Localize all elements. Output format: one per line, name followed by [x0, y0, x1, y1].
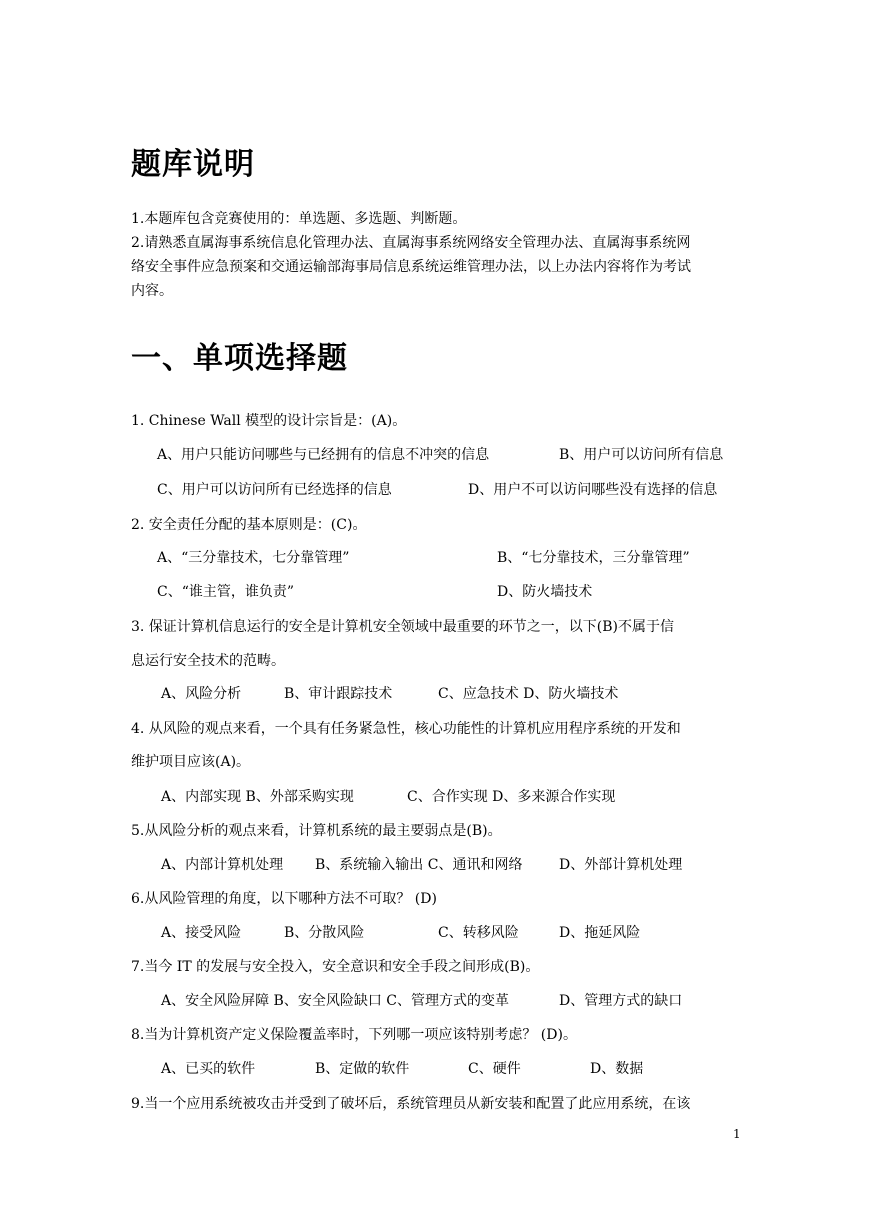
question-1-stem: 1. Chinese Wall 模型的设计宗旨是：(A)。 [131, 413, 407, 429]
intro-line: 络安全事件应急预案和交通运输部海事局信息系统运维管理办法，以上办法内容将作为考试 [131, 259, 691, 275]
question-4-option-ab: A、内部实现 B、外部采购实现 [161, 789, 354, 805]
question-6-option-b: B、分散风险 [284, 925, 365, 941]
question-6-option-d: D、拖延风险 [559, 925, 641, 941]
question-1-option-c: C、用户可以访问所有已经选择的信息 [157, 482, 392, 498]
question-3-stem: 3. 保证计算机信息运行的安全是计算机安全领域中最重要的环节之一，以下(B)不属于信 [131, 619, 675, 635]
question-8-option-b: B、定做的软件 [315, 1061, 410, 1077]
question-5-option-bc: B、系统输入输出 C、通讯和网络 [315, 857, 523, 873]
question-7-stem: 7.当今 IT 的发展与安全投入，安全意识和安全手段之间形成(B)。 [131, 959, 540, 975]
question-6-option-c: C、转移风险 [438, 925, 519, 941]
question-2-option-d: D、防火墙技术 [497, 584, 593, 600]
question-3-option-b: B、审计跟踪技术 [284, 686, 393, 702]
intro-line: 内容。 [131, 283, 173, 299]
intro-line: 1.本题库包含竞赛使用的：单选题、多选题、判断题。 [131, 211, 467, 227]
question-1-option-d: D、用户不可以访问哪些没有选择的信息 [468, 482, 718, 498]
question-3-stem-continued: 息运行安全技术的范畴。 [131, 653, 285, 669]
question-6-stem: 6.从风险管理的角度，以下哪种方法不可取？ (D) [131, 891, 437, 907]
question-8-option-d: D、数据 [590, 1061, 644, 1077]
question-3-option-a: A、风险分析 [161, 686, 242, 702]
question-8-stem: 8.当为计算机资产定义保险覆盖率时，下列哪一项应该特别考虑？ (D)。 [131, 1027, 577, 1043]
question-3-option-cd: C、应急技术 D、防火墙技术 [438, 686, 619, 702]
question-1-option-a: A、用户只能访问哪些与已经拥有的信息不冲突的信息 [157, 447, 490, 463]
question-7-option-d: D、管理方式的缺口 [559, 993, 683, 1009]
question-2-stem: 2. 安全责任分配的基本原则是：(C)。 [131, 517, 367, 533]
intro-heading: 题库说明 [131, 147, 255, 182]
question-9-stem: 9.当一个应用系统被攻击并受到了破坏后，系统管理员从新安装和配置了此应用系统，在该 [131, 1096, 691, 1112]
section-heading: 一、单项选择题 [131, 341, 348, 376]
question-1-option-b: B、用户可以访问所有信息 [559, 447, 724, 463]
question-4-option-cd: C、合作实现 D、多来源合作实现 [407, 789, 616, 805]
question-5-option-d: D、外部计算机处理 [559, 857, 683, 873]
page-number: 1 [733, 1127, 741, 1141]
question-5-stem: 5.从风险分析的观点来看，计算机系统的最主要弱点是(B)。 [131, 823, 502, 839]
question-6-option-a: A、接受风险 [161, 925, 242, 941]
question-5-option-a: A、内部计算机处理 [161, 857, 284, 873]
question-7-option-abc: A、安全风险屏障 B、安全风险缺口 C、管理方式的变革 [161, 993, 510, 1009]
question-4-stem-continued: 维护项目应该(A)。 [131, 754, 251, 770]
question-2-option-b: B、“七分靠技术，三分靠管理” [497, 550, 690, 566]
question-2-option-a: A、“三分靠技术，七分靠管理” [157, 550, 350, 566]
intro-line: 2.请熟悉直属海事系统信息化管理办法、直属海事系统网络安全管理办法、直属海事系统网 [131, 235, 691, 251]
question-4-stem: 4. 从风险的观点来看，一个具有任务紧急性，核心功能性的计算机应用程序系统的开发和 [131, 721, 681, 737]
intro-paragraph [131, 207, 691, 303]
question-8-option-c: C、硬件 [468, 1061, 521, 1077]
question-2-option-c: C、“谁主管，谁负责” [157, 584, 295, 600]
question-8-option-a: A、已买的软件 [161, 1061, 256, 1077]
